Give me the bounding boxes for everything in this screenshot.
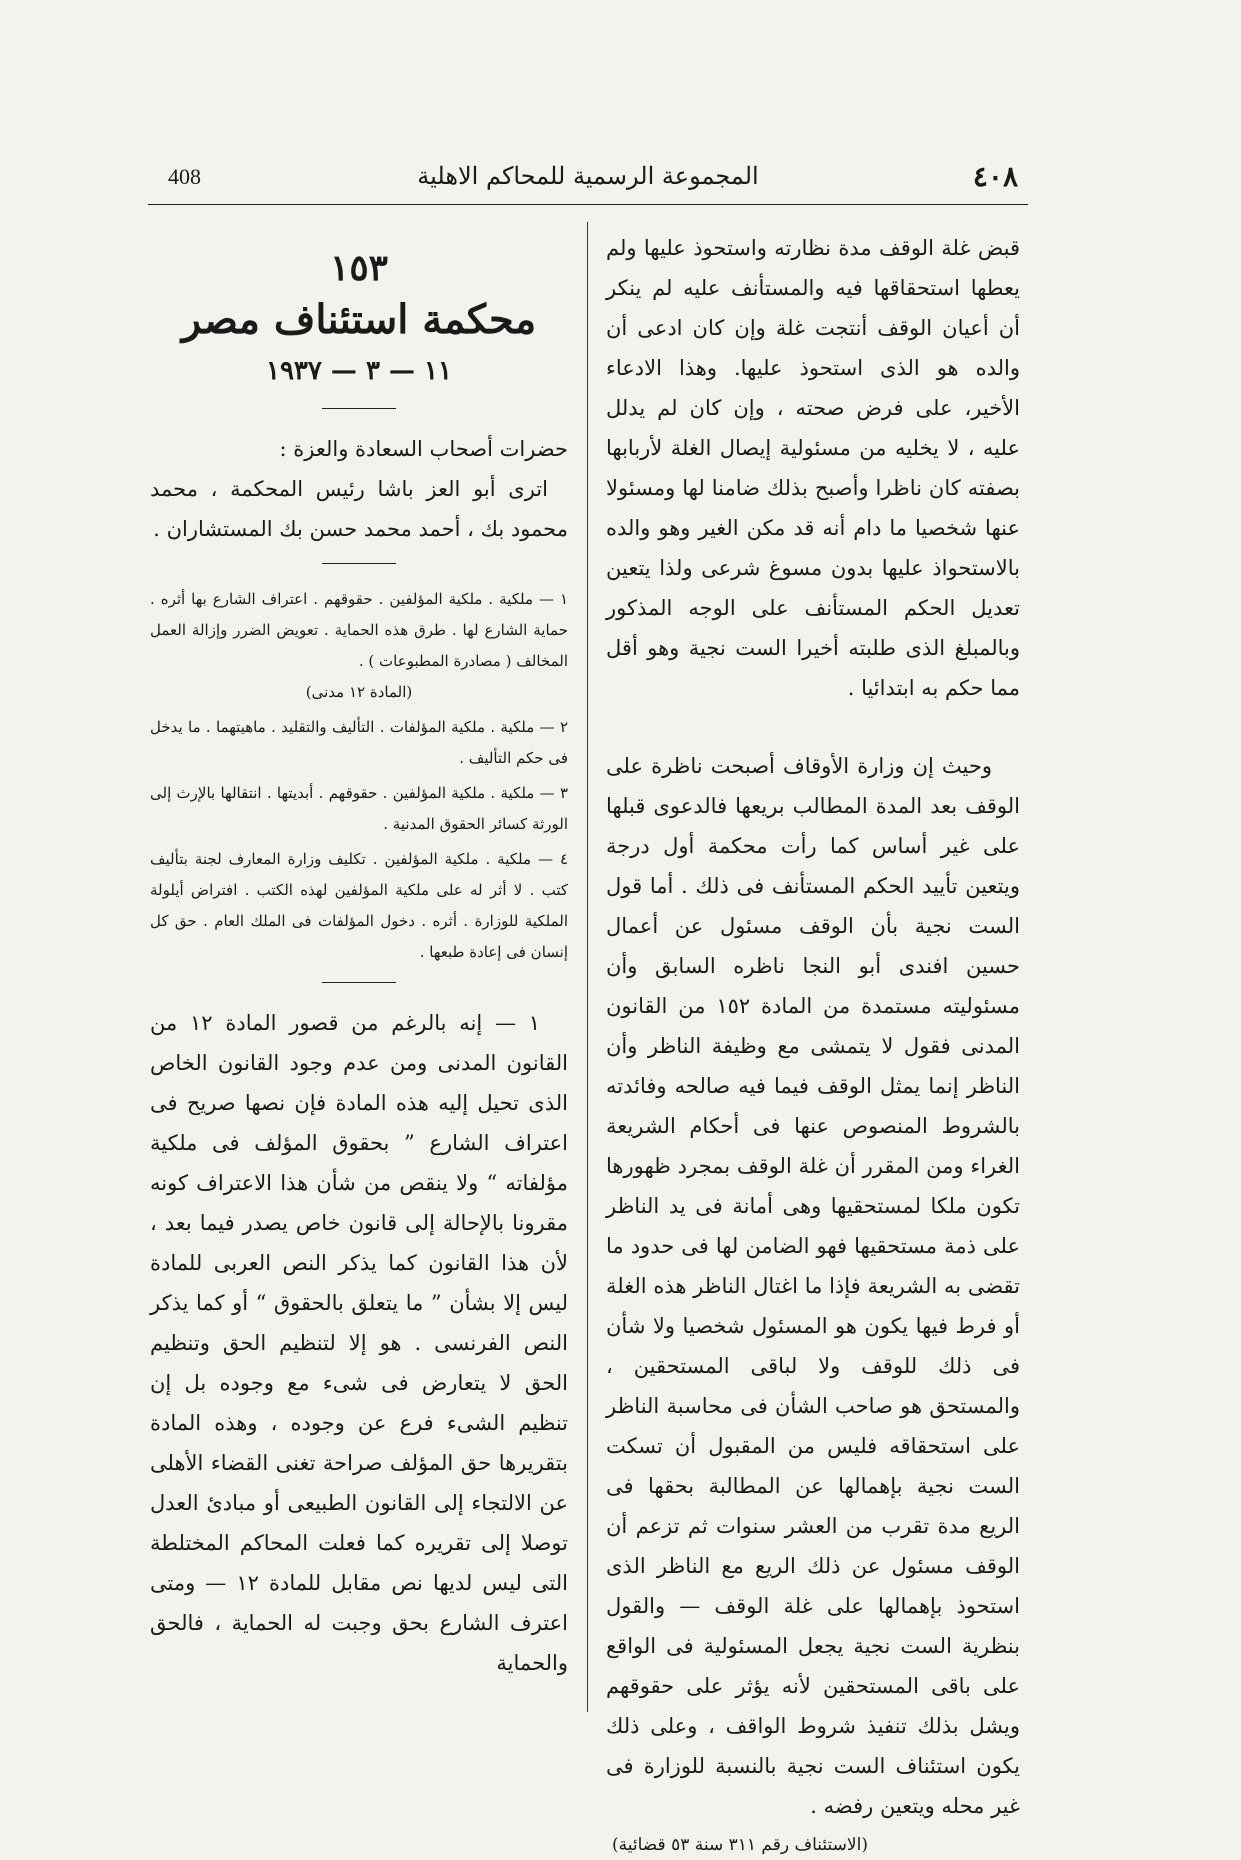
case-date: ١١ — ٣ — ١٩٣٧: [266, 356, 452, 386]
holding: [150, 1003, 568, 1683]
page-header: [148, 162, 1028, 202]
headnote-item: ١ — ملكية . ملكية المؤلفين . حقوقهم . اعتراف الشارع بها أثره . حماية الشارع لها . طرق هذه الحماية . تعويض الضرر وإزالة العمل المخالف ( مصادرة المطبوعات ) .: [150, 590, 568, 670]
header-rule: [148, 204, 1028, 205]
judgment-paragraph-continued: قبض غلة الوقف مدة نظارته واستحوذ عليها ولم يعطها استحقاقها فيه والمستأنف عليه لم ينكر أن أعيان الوقف أنتجت غلة وإن كان ادعى أن والده هو الذى استحوذ عليها. وهذا الادعاء الأخير، على فرض صحته ، وإن كان لم يدلل عليه ، لا يخليه من مسئولية إيصال الغلة لأربابها بصفته كان ناظرا وأصبح بذلك ضامنا لها ومسئولا عنها شخصيا ما دام أنه قد مكن الغير وهو والده بالاستحواذ عليها بدون مسوغ شرعى ولذا يتعين تعديل الحكم المستأنف على الوجه المذكور وبالمبلغ الذى طلبته أخيرا الست نجية وهو أقل مما حكم به ابتدائيا .: [606, 236, 1020, 700]
page-number-latin: 408: [168, 164, 201, 189]
headnotes: [150, 584, 568, 968]
bench-names: اترى أبو العز باشا رئيس المحكمة ، محمد محمود بك ، أحمد محمد حسن بك المستشاران .: [150, 477, 568, 541]
case-citation: (الاستئناف رقم ٣١١ سنة ٥٣ قضائية): [612, 1835, 868, 1855]
page-number-arabic: ٤٠٨: [972, 160, 1018, 193]
court-name: محكمة استئناف مصر: [181, 296, 537, 343]
section-rule: [322, 563, 396, 564]
headnote-item: ٢ — ملكية . ملكية المؤلفات . التأليف والتقليد . ماهيتهما . ما يدخل فى حكم التأليف .: [150, 718, 568, 767]
column-divider: [587, 222, 588, 1712]
bench-heading: حضرات أصحاب السعادة والعزة :: [279, 437, 568, 461]
section-rule: [322, 408, 396, 409]
paragraph-gap: [606, 708, 1020, 746]
headnote-item: ٣ — ملكية . ملكية المؤلفين . حقوقهم . أبديتها . انتقالها بالإرث إلى الورثة كسائر الحقوق المدنية .: [150, 784, 568, 833]
right-column: [606, 228, 1020, 1860]
holding-paragraph: ١ — إنه بالرغم من قصور المادة ١٢ من القانون المدنى ومن عدم وجود القانون الخاص الذى تحيل إليه هذه المادة فإن نصها صريح فى اعتراف الشارع ” بحقوق المؤلف فى ملكية مؤلفاته “ ولا ينقص من شأن هذا الاعتراف كونه مقرونا بالإحالة إلى قانون خاص يصدر فيما بعد ، لأن هذا القانون كما يذكر النص العربى للمادة ليس إلا بشأن ” ما يتعلق بالحقوق “ أو كما يذكر النص الفرنسى . هو إلا لتنظيم الحق وتنظيم الحق لا يتعارض فى شىء مع وجوده بل إن تنظيم الشىء فرع عن وجوده ، وهذه المادة بتقريرها حق المؤلف صراحة تغنى القضاء الأهلى عن الالتجاء إلى القانون الطبيعى أو مبادئ العدل توصلا إلى تقريره كما فعلت المحاكم المختلطة التى ليس لديها نص مقابل للمادة ١٢ — ومتى اعترف الشارع بحق وجبت له الحماية ، فالحق والحماية: [150, 1011, 568, 1675]
case-number: ١٥٣: [329, 247, 388, 289]
journal-title: المجموعة الرسمية للمحاكم الاهلية: [417, 162, 759, 190]
headnote-reference: (المادة ١٢ مدنى): [305, 683, 413, 701]
judgment-paragraph: وحيث إن وزارة الأوقاف أصبحت ناظرة على الوقف بعد المدة المطالب بريعها فالدعوى قبلها على غير أساس كما رأت محكمة أول درجة ويتعين تأييد الحكم المستأنف فى ذلك . أما قول الست نجية بأن الوقف مسئول عن أعمال حسين افندى أبو النجا ناظره السابق وأن مسئوليته مستمدة من المادة ١٥٢ من القانون المدنى فقول لا يتمشى مع وظيفة الناظر وأن الناظر إنما يمثل الوقف فيما فيه صالحه وفائدته بالشروط المنصوص عنها فى أحكام الشريعة الغراء ومن المقرر أن غلة الوقف بمجرد ظهورها تكون ملكا لمستحقيها وهى أمانة فى يد الناظر على ذمة مستحقيها فهو الضامن لها فى حدود ما تقضى به الشريعة فإذا ما اغتال الناظر هذه الغلة أو فرط فيها يكون هو المسئول شخصيا ولا شأن فى ذلك للوقف ولا لباقى المستحقين ، والمستحق هو صاحب الشأن فى محاسبة الناظر على استحقاقه فليس من المقبول أن تسكت الست نجية بإهمالها عن المطالبة بحقها فى الريع مدة تقرب من العشر سنوات ثم تزعم أن الوقف مسئول عن ذلك الريع مع الناظر الذى استحوذ بإهمالها على غلة الوقف — والقول بنظرية الست نجية يجعل المسئولية فى الواقع على باقى المستحقين لأنه يؤثر على حقوقهم ويشل بذلك تنفيذ شروط الواقف ، وعلى ذلك يكون استئناف الست نجية بالنسبة للوزارة فى غير محله ويتعين رفضه .: [606, 754, 1020, 1818]
section-rule: [322, 982, 396, 983]
headnote-item: ٤ — ملكية . ملكية المؤلفين . تكليف وزارة المعارف لجنة بتأليف كتب . لا أثر له على ملكية المؤلفين لهذه الكتب . افتراض أيلولة الملكية للوزارة . أثره . دخول المؤلفات فى الملك العام . حق كل إنسان فى إعادة طبعها .: [150, 850, 568, 961]
left-column: [150, 244, 568, 1683]
